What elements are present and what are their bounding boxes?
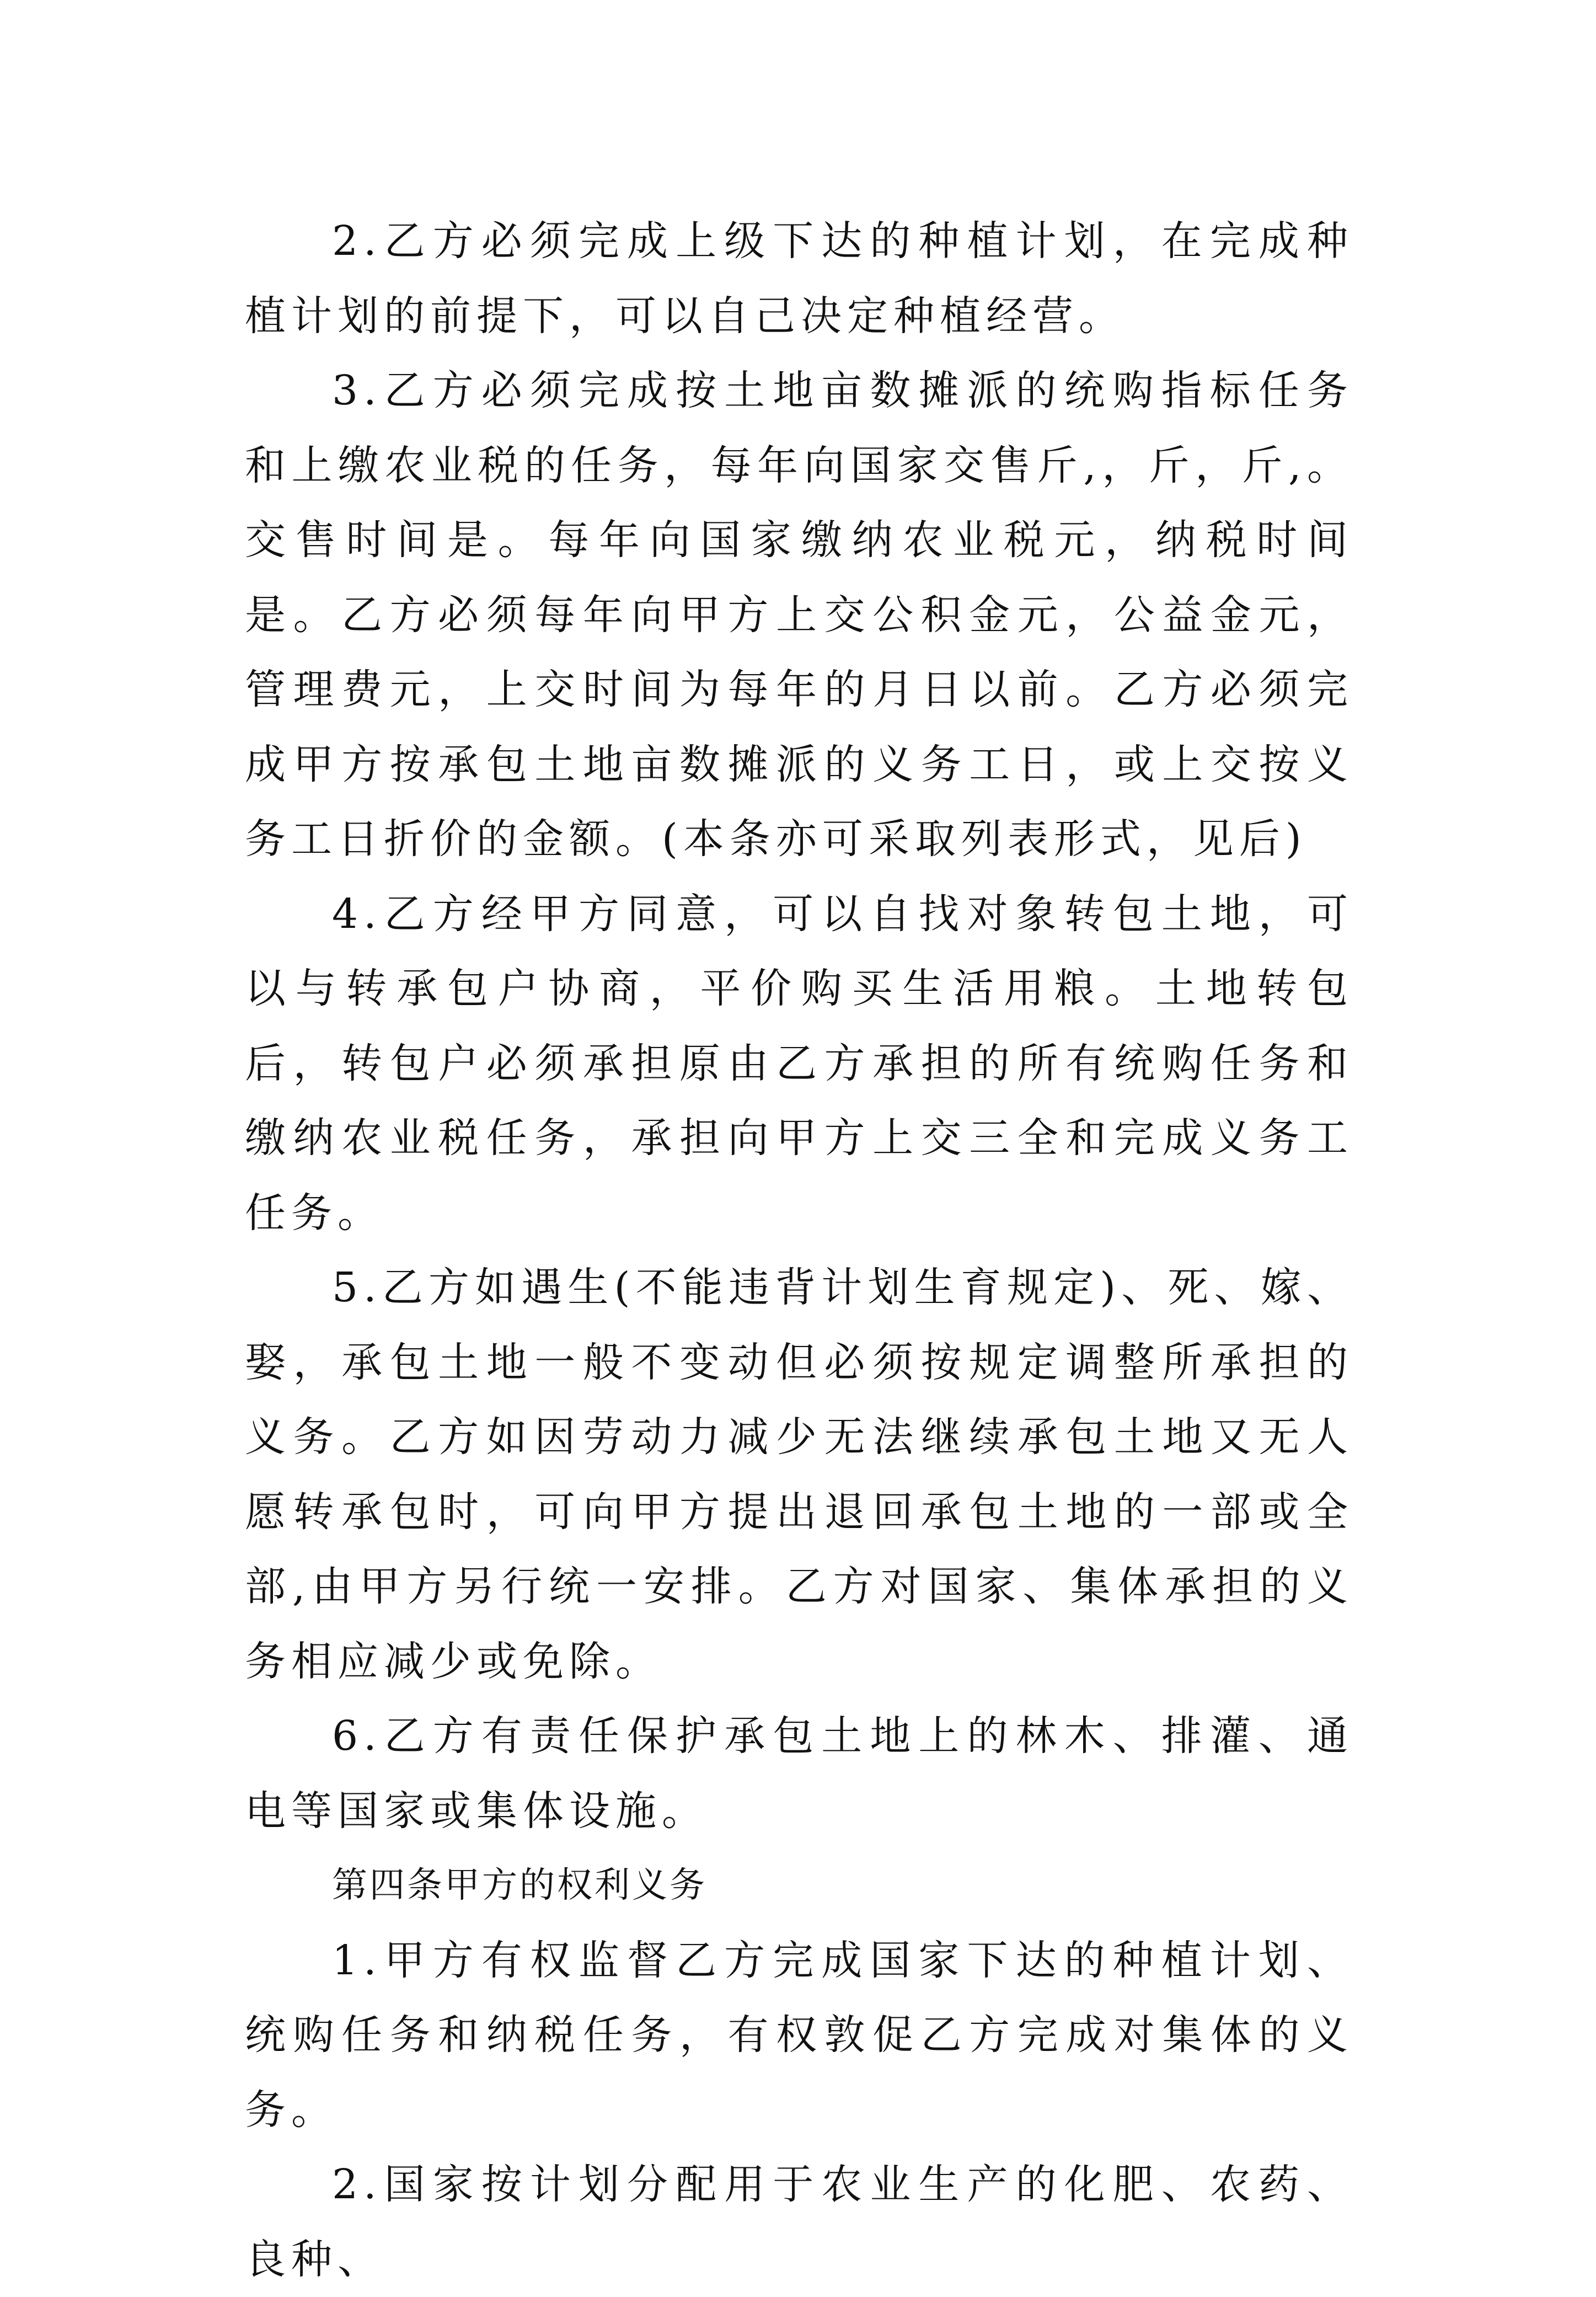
paragraph-clause-5: 5.乙方如遇生(不能违背计划生育规定)、死、嫁、娶，承包土地一般不变动但必须按规定调整所承担的义务。乙方如因劳动力减少无法继续承包土地又无人愿转承包时，可向甲方提出退回承包土地的一部或全部,由甲方另行统一安排。乙方对国家、集体承担的义务相应减少或免除。	[245, 1264, 1353, 1685]
document-body	[245, 204, 1353, 2297]
paragraph-party-a-2: 2.国家按计划分配用于农业生产的化肥、农药、良种、	[245, 2161, 1353, 2283]
paragraph-clause-3: 3.乙方必须完成按土地亩数摊派的统购指标任务和上缴农业税的任务，每年向国家交售斤,，斤，斤,。交售时间是。每年向国家缴纳农业税元，纳税时间是。乙方必须每年向甲方上交公积金元，公益金元，管理费元，上交时间为每年的月日以前。乙方必须完成甲方按承包土地亩数摊派的义务工日，或上交按义务工日折价的金额。(本条亦可采取列表形式，见后)	[245, 367, 1353, 863]
paragraph-party-a-1: 1.甲方有权监督乙方完成国家下达的种植计划、统购任务和纳税任务，有权敦促乙方完成对集体的义务。	[245, 1936, 1353, 2134]
paragraph-clause-4: 4.乙方经甲方同意，可以自找对象转包土地，可以与转承包户协商，平价购买生活用粮。土地转包后，转包户必须承担原由乙方承担的所有统购任务和缴纳农业税任务，承担向甲方上交三全和完成义务工任务。	[245, 890, 1353, 1237]
section-heading: 第四条甲方的权利义务	[332, 1865, 707, 1906]
paragraph-clause-6: 6.乙方有责任保护承包土地上的林木、排灌、通电等国家或集体设施。	[245, 1712, 1353, 1835]
paragraph-clause-2: 2.乙方必须完成上级下达的种植计划，在完成种植计划的前提下，可以自己决定种植经营。	[245, 217, 1353, 340]
